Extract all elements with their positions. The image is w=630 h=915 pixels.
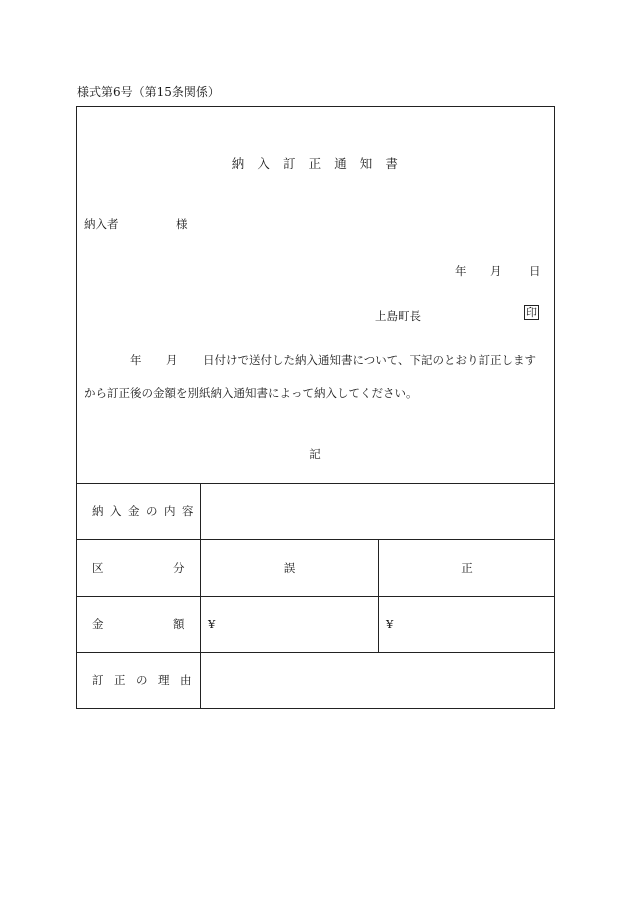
label-char: の <box>136 673 148 687</box>
table-row-divider <box>76 596 555 597</box>
reason-label <box>77 670 200 690</box>
label-char: 金 <box>92 617 104 631</box>
label-char: 分 <box>173 561 185 575</box>
label-char: の <box>146 504 158 518</box>
ki-heading: 記 <box>309 447 321 461</box>
date-day-label: 日 <box>529 264 541 278</box>
payment-content-label <box>77 501 200 521</box>
label-char: 正 <box>114 673 126 687</box>
body-year-label: 年 <box>130 353 142 367</box>
label-char: 由 <box>180 673 192 687</box>
label-char: 訂 <box>92 673 104 687</box>
payer-honorific: 様 <box>176 217 188 231</box>
date-month-label: 月 <box>490 264 502 278</box>
amount-label <box>77 614 200 634</box>
label-char: 区 <box>92 561 104 575</box>
payer-label: 納入者 <box>84 217 119 231</box>
label-char: 内 <box>164 504 176 518</box>
correct-column-header: 正 <box>461 561 473 575</box>
body-text-line1: 日付けで送付した納入通知書について、下記のとおり訂正します <box>203 353 537 367</box>
issuer-name: 上島町長 <box>375 309 421 323</box>
category-label <box>77 558 200 578</box>
form-reference: 様式第6号（第15条関係） <box>77 85 220 99</box>
wrong-column-header: 誤 <box>283 561 296 575</box>
body-text-line2: から訂正後の金額を別紙納入通知書によって納入してください。 <box>84 386 418 400</box>
date-year-label: 年 <box>455 264 467 278</box>
body-month-label: 月 <box>166 353 178 367</box>
label-char: 入 <box>110 504 122 518</box>
table-top-border <box>76 483 555 484</box>
seal-mark: 印 <box>526 306 537 319</box>
label-char: 容 <box>182 504 194 518</box>
label-char: 納 <box>92 504 104 518</box>
table-row-divider <box>76 652 555 653</box>
table-column-divider <box>378 539 379 652</box>
correct-amount-yen: ¥ <box>386 617 394 631</box>
table-row-divider <box>76 539 555 540</box>
document-title: 納 入 訂 正 通 知 書 <box>231 156 399 171</box>
wrong-amount-yen: ¥ <box>208 617 216 631</box>
table-label-divider <box>200 483 201 708</box>
label-char: 額 <box>173 617 185 631</box>
label-char: 金 <box>128 504 140 518</box>
label-char: 理 <box>158 673 170 687</box>
